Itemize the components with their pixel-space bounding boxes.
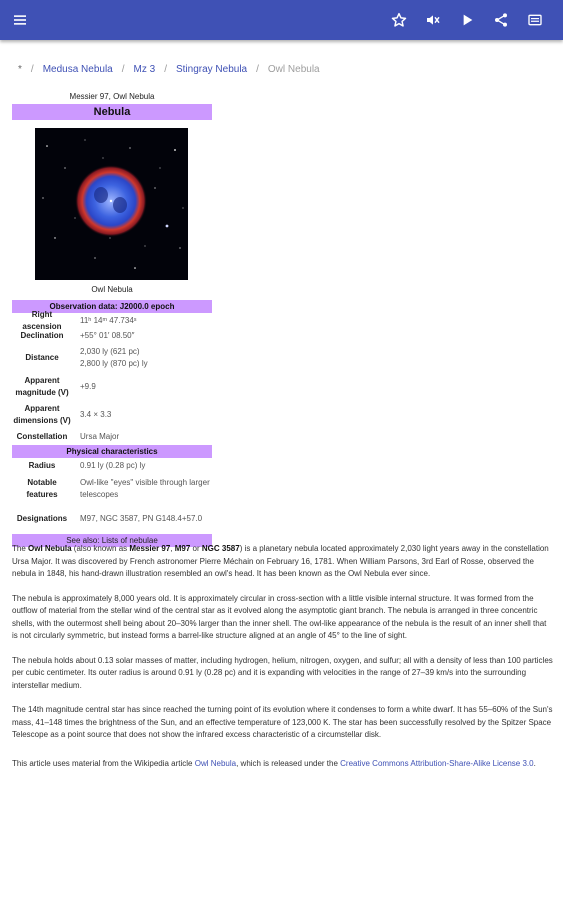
distance-value-2: 2,800 ly (870 pc) ly — [80, 359, 148, 368]
infobox-value: 3.4 × 3.3 — [80, 410, 112, 419]
infobox-row-apparent-magnitude — [12, 373, 212, 401]
bold-term: Owl Nebula — [28, 544, 72, 553]
article-paragraph: The nebula holds about 0.13 solar masses of matter, including hydrogen, helium, nitrogen, oxygen, and sulfur; all with a density of less than 100 particles per cubic centimeter. Its outer radius is around 0.91 ly (0.28 pc) and it is expanding with velocities in the range of 27–39 km/s into the surrounding interstellar medium. — [12, 655, 553, 690]
owl-nebula-image[interactable] — [35, 128, 188, 280]
breadcrumb-item-stingray-nebula[interactable]: Stingray Nebula — [175, 64, 248, 75]
play-icon[interactable] — [455, 8, 479, 32]
license-link[interactable]: Creative Commons Attribution-Share-Alike License 3.0 — [340, 758, 534, 768]
star-icon[interactable] — [387, 8, 411, 32]
infobox-label: Constellation — [16, 432, 68, 441]
infobox-row-declination — [12, 328, 212, 343]
breadcrumb-separator: / — [164, 64, 167, 75]
infobox-value: +9.9 — [80, 382, 96, 391]
infobox-row-constellation — [12, 429, 212, 445]
breadcrumb — [18, 64, 320, 75]
share-icon[interactable] — [489, 8, 513, 32]
infobox-value: 11ʰ 14ᵐ 47.734ˢ — [80, 315, 137, 325]
wikipedia-article-link[interactable]: Owl Nebula — [194, 758, 237, 768]
observation-section-header: Observation data: J2000.0 epoch — [12, 300, 212, 313]
breadcrumb-separator: / — [121, 64, 125, 75]
bold-term: NGC 3587 — [201, 544, 240, 553]
breadcrumb-current: Owl Nebula — [267, 64, 320, 75]
infobox-label: Distance — [25, 353, 59, 362]
mute-icon[interactable] — [421, 8, 445, 32]
distance-value-1: 2,030 ly (621 pc) — [80, 347, 140, 356]
bold-term: M97 — [174, 544, 191, 553]
breadcrumb-item-medusa-nebula[interactable]: Medusa Nebula — [42, 64, 113, 75]
infobox-label: Radius — [28, 461, 56, 470]
infobox-value: 0.91 ly (0.28 pc) ly — [80, 461, 146, 470]
infobox-value — [74, 346, 212, 370]
infobox-value: M97, NGC 3587, PN G148.4+57.0 — [80, 514, 203, 523]
bold-term: Messier 97 — [129, 544, 171, 553]
infobox-row-right-ascension — [12, 309, 212, 331]
infobox-caption: Messier 97, Owl Nebula — [69, 92, 155, 101]
image-caption: Owl Nebula — [91, 285, 133, 294]
article-paragraph: The Owl Nebula (also known as Messier 97, M97 or NGC 3587) is a planetary nebula located approximately 2,030 light years away in the constellation Ursa Major. It was discovered by French astronomer Pierre Méchain on February 16, 1781. When William Parsons, 3rd Earl of Rosse, observed the nebula in 1848, his hand-drawn illustration resembled an owl's head. It has been known as the Owl Nebula ever since. — [12, 544, 549, 578]
article-body — [12, 543, 554, 782]
see-also-link[interactable]: See also: Lists of nebulae — [12, 534, 212, 547]
infobox-image-container — [12, 120, 212, 280]
attribution-text: This article uses material from the Wikipedia article Owl Nebula, which is released under the Creative Commons Attribution-Share-Alike License 3.0. — [12, 758, 536, 768]
infobox-label: Right ascension — [22, 309, 62, 331]
infobox-label: Apparent dimensions (V) — [13, 404, 71, 425]
infobox-row-distance — [12, 343, 212, 373]
breadcrumb-separator: / — [256, 64, 259, 75]
article-paragraph: The 14th magnitude central star has since reached the turning point of its evolution where it condenses to form a white dwarf. It has 55–60% of the Sun's mass, 41–148 times the brightness of the Sun, and an effective temperature of 123,000 K. The star has been successfully resolved by the Spitzer Space Telescope as a point source that does not show the infrared excess characteristic of a circumstellar disk. — [12, 705, 553, 739]
infobox-row-apparent-dimensions — [12, 401, 212, 429]
infobox-value: +55° 01′ 08.50″ — [80, 330, 135, 340]
infobox — [12, 90, 212, 547]
breadcrumb-separator: / — [30, 64, 34, 75]
infobox-value: Ursa Major — [80, 432, 120, 441]
infobox-label: Designations — [16, 514, 68, 523]
breadcrumb-item-mz3[interactable]: Mz 3 — [133, 64, 156, 75]
infobox-row-radius — [12, 458, 212, 474]
article-paragraph: The nebula is approximately 8,000 years old. It is approximately circular in cross-section with a little visible internal structure. It was formed from the outflow of material from the stellar wind of the central star as it evolved along the asymptotic giant branch. The nebula is arranged in three concentric shells, with the outermost shell being about 20–30% larger than the inner shell. The owl-like appearance of the nebula is the result of an inner shell that is not circularly symmetric, but instead forms a barrel-like structure aligned at an angle of 45° to the line of sight. — [12, 593, 547, 640]
infobox-title: Nebula — [12, 104, 212, 120]
infobox-label: Notable features — [26, 478, 58, 499]
breadcrumb-root[interactable]: * — [18, 64, 22, 75]
infobox-label: Apparent magnitude (V) — [15, 376, 69, 397]
infobox-row-notable-features — [12, 474, 212, 504]
menu-icon[interactable] — [8, 8, 32, 32]
physical-section-header: Physical characteristics — [12, 445, 212, 458]
infobox-row-designations — [12, 504, 212, 534]
infobox-value: Owl-like "eyes" visible through larger telescopes — [80, 478, 210, 499]
app-bar — [0, 0, 563, 40]
list-icon[interactable] — [523, 8, 547, 32]
infobox-label: Declination — [20, 330, 64, 340]
